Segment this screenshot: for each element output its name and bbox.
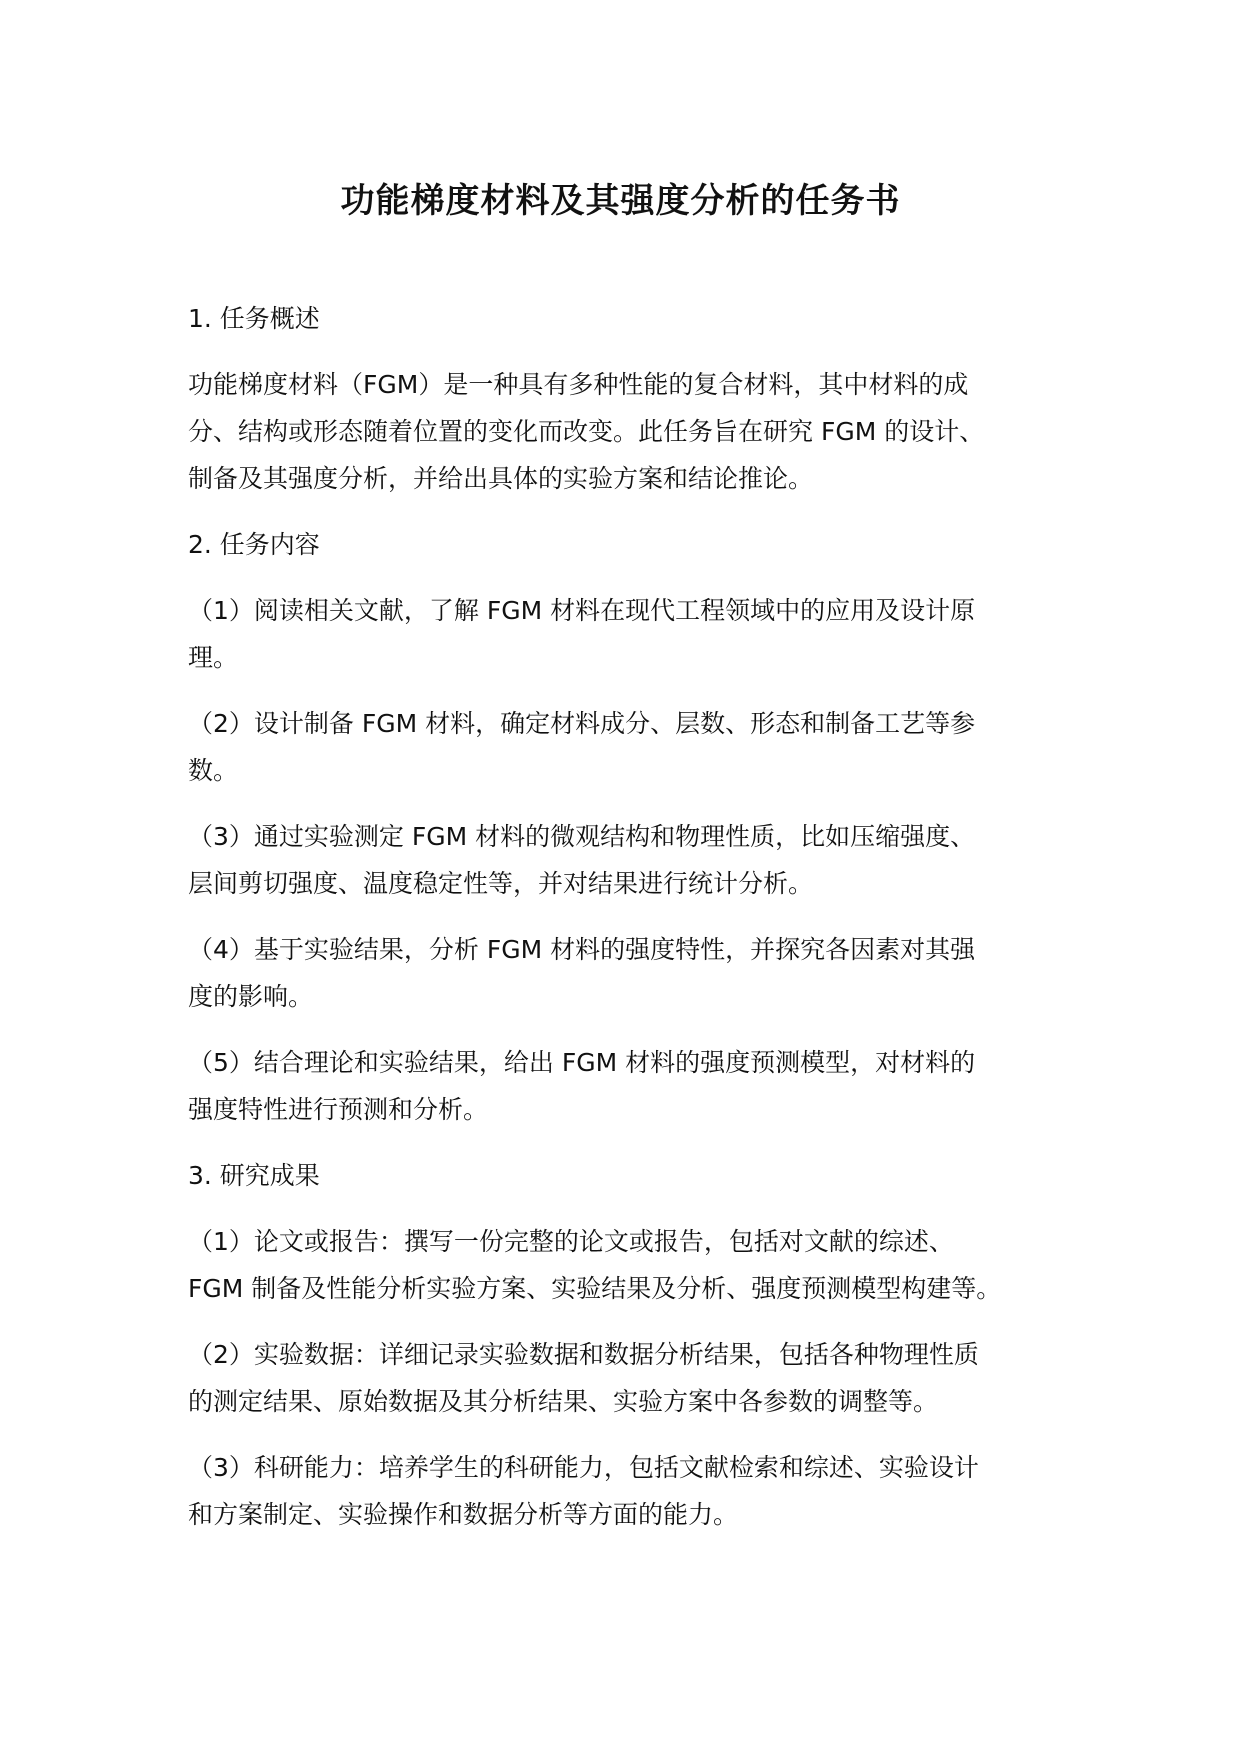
paragraph-line: 分、结构或形态随着位置的变化而改变。此任务旨在研究 FGM 的设计、 (188, 417, 985, 446)
paragraph-line: 强度特性进行预测和分析。 (188, 1095, 489, 1124)
paragraph-line: 理。 (188, 643, 239, 672)
paragraph-line: （2）实验数据：详细记录实验数据和数据分析结果，包括各种物理性质 (188, 1340, 979, 1369)
content-item-5 (188, 1039, 1068, 1133)
section-heading-overview: 1. 任务概述 (188, 304, 320, 333)
paragraph-line: （1）阅读相关文献，了解 FGM 材料在现代工程领域中的应用及设计原 (188, 596, 976, 625)
result-item-1 (188, 1218, 1068, 1312)
overview-paragraph (188, 361, 1068, 502)
paragraph-line: 功能梯度材料（FGM）是一种具有多种性能的复合材料，其中材料的成 (188, 370, 969, 399)
section-heading-results: 3. 研究成果 (188, 1161, 320, 1190)
paragraph-line: FGM 制备及性能分析实验方案、实验结果及分析、强度预测模型构建等。 (188, 1274, 1002, 1303)
paragraph-line: （3）通过实验测定 FGM 材料的微观结构和物理性质，比如压缩强度、 (188, 822, 976, 851)
document-title: 功能梯度材料及其强度分析的任务书 (340, 181, 901, 221)
result-item-2 (188, 1331, 1068, 1425)
paragraph-line: 层间剪切强度、温度稳定性等，并对结果进行统计分析。 (188, 869, 814, 898)
paragraph-line: （4）基于实验结果，分析 FGM 材料的强度特性，并探究各因素对其强 (188, 935, 976, 964)
content-item-1 (188, 587, 1068, 681)
paragraph-line: 的测定结果、原始数据及其分析结果、实验方案中各参数的调整等。 (188, 1387, 939, 1416)
paragraph-line: 制备及其强度分析，并给出具体的实验方案和结论推论。 (188, 464, 814, 493)
content-item-3 (188, 813, 1068, 907)
paragraph-line: （3）科研能力：培养学生的科研能力，包括文献检索和综述、实验设计 (188, 1453, 979, 1482)
paragraph-line: （2）设计制备 FGM 材料，确定材料成分、层数、形态和制备工艺等参 (188, 709, 976, 738)
paragraph-line: 度的影响。 (188, 982, 314, 1011)
document-body (188, 295, 1068, 1557)
paragraph-line: 数。 (188, 756, 239, 785)
paragraph-line: （1）论文或报告：撰写一份完整的论文或报告，包括对文献的综述、 (188, 1227, 954, 1256)
paragraph-line: 和方案制定、实验操作和数据分析等方面的能力。 (188, 1500, 739, 1529)
content-item-2 (188, 700, 1068, 794)
paragraph-line: （5）结合理论和实验结果，给出 FGM 材料的强度预测模型，对材料的 (188, 1048, 976, 1077)
section-heading-content: 2. 任务内容 (188, 530, 320, 559)
result-item-3 (188, 1444, 1068, 1538)
content-item-4 (188, 926, 1068, 1020)
